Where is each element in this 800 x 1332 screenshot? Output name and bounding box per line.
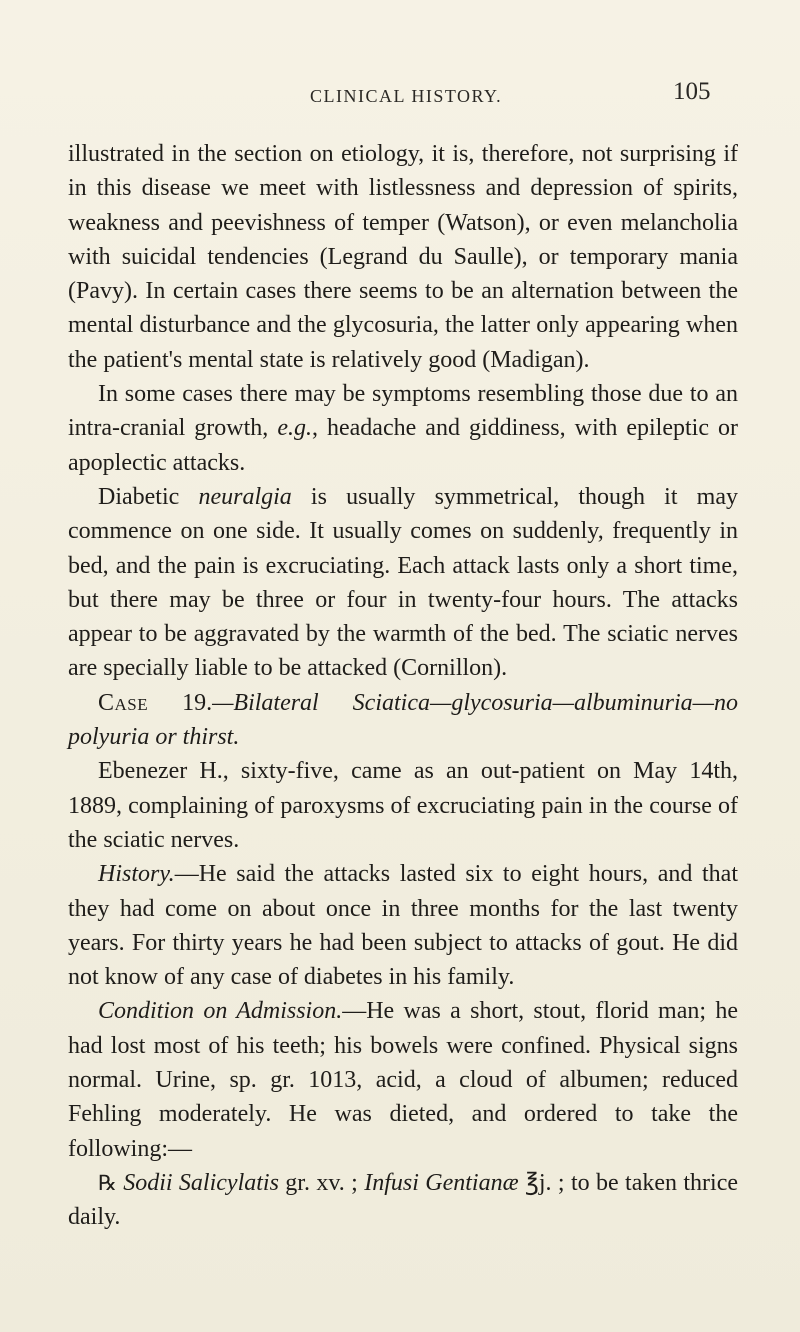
text-run: , headache and giddiness, with epileptic or apoplectic attacks. <box>68 415 739 476</box>
drug-name: Sodii Salicylatis <box>123 1169 279 1196</box>
drug-dose: gr. xv. ; <box>278 1169 365 1196</box>
condition-text: —He was a short, stout, florid man; he had lost most of his teeth; his bowels were confined. Physical signs normal. Urine, sp. gr. 1013, acid, a cloud of albumen; reduced Fehling moderately. He was dieted, and ordered to take the following:— <box>68 998 738 1162</box>
paragraph-history <box>68 857 738 994</box>
case-title: —Bilateral Sciatica—glycosuria—albuminuria—no polyuria or thirst. <box>68 689 738 751</box>
condition-label: Condition on Admission. <box>98 998 343 1025</box>
paragraph-mental-symptoms <box>68 137 738 377</box>
paragraph-neuralgia <box>68 480 738 686</box>
text-run: Diabetic <box>98 483 199 510</box>
history-label: History. <box>98 861 175 888</box>
text-run: In some cases there may be symptoms resembling those due to an intra-cranial growth, <box>68 381 738 442</box>
page-number: 105 <box>673 78 711 105</box>
paragraph-prescription <box>68 1166 738 1235</box>
body-text <box>68 137 738 1235</box>
drug-name: Infusi Gentianæ <box>364 1169 519 1196</box>
italic-term: neuralgia <box>198 483 292 510</box>
paragraph-patient <box>68 754 738 857</box>
paragraph-condition <box>68 994 738 1165</box>
paragraph-intracranial <box>68 377 738 480</box>
recipe-symbol: ℞ <box>98 1170 117 1195</box>
history-text: —He said the attacks lasted six to eight hours, and that they had come on about once in three months for the last twenty years. For thirty years he had been subject to attacks of gout. He did not know of any case of diabetes in his family. <box>68 861 738 991</box>
case-label: Case <box>98 689 149 716</box>
text-run: is usually symmetrical, though it may commence on one side. It usually comes on suddenly, frequently in bed, and the pain is excruciating. Each attack lasts only a short time, but there may be three or four in twenty-four hours. The attacks appear to be aggravated by the warmth of the bed. The sciatic nerves are specially liable to be attacked (Cornillon). <box>68 483 738 682</box>
case-number: 19. <box>148 689 213 716</box>
running-title: CLINICAL HISTORY. <box>310 86 503 106</box>
italic-abbreviation: e.g. <box>277 415 312 442</box>
paragraph-text: Ebenezer H., sixty-five, came as an out-patient on May 14th, 1889, complaining of paroxysms of excruciating pain in the course of the sciatic nerves. <box>68 758 738 853</box>
drug-dose: ℥j. ; to be taken thrice daily. <box>68 1169 739 1231</box>
paragraph-text: illustrated in the section on etiology, it is, therefore, not surprising if in this disease we meet with listlessness and depression of spirits, weakness and peevishness of temper (Watson), or even melancholia with suicidal tendencies (Legrand du Saulle), or temporary mania (Pavy). In certain cases there seems to be an alternation between the mental disturbance and the glycosuria, the latter only appearing when the patient's mental state is relatively good (Madigan). <box>68 141 738 373</box>
case-heading <box>68 686 738 755</box>
